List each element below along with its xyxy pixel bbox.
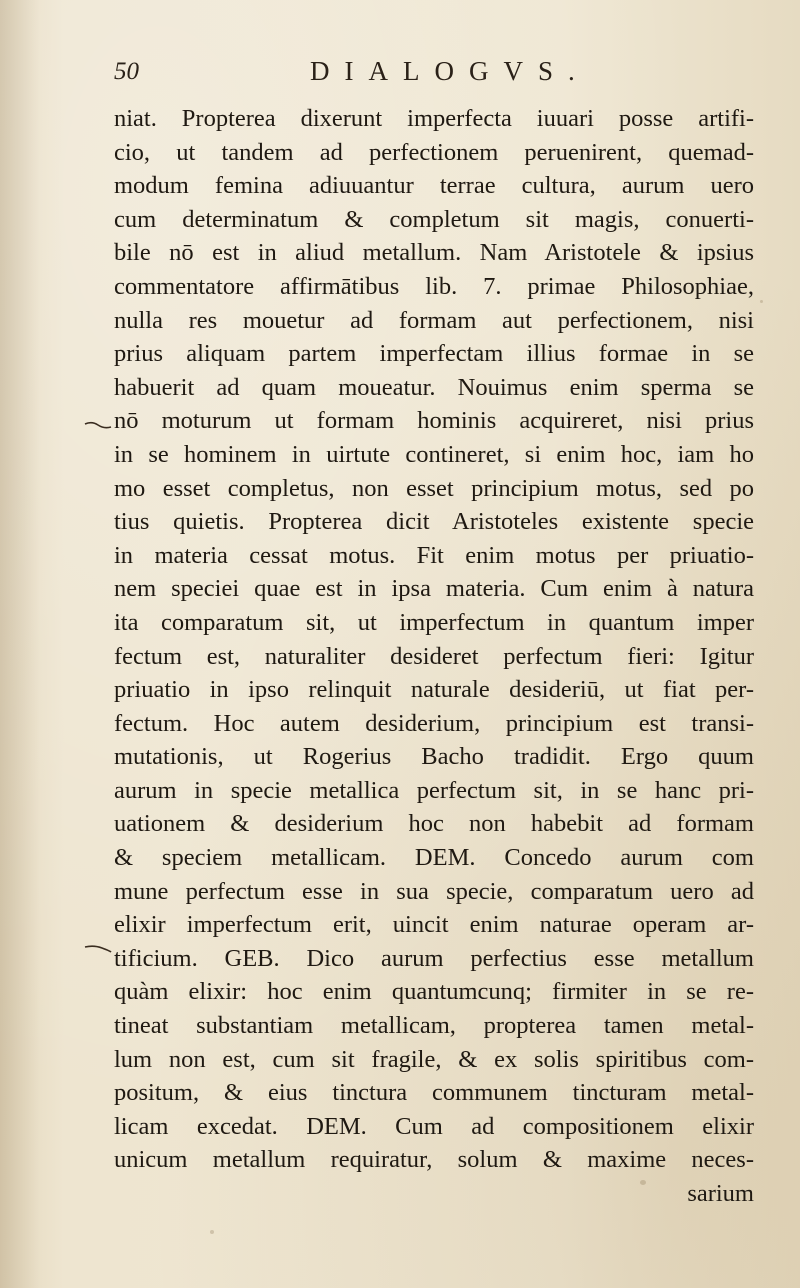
text-line: in se hominem in uirtute contineret, si enim hoc, iam ho xyxy=(114,440,754,468)
text-line: fectum. Hoc autem desiderium, principium est transi- xyxy=(114,709,754,737)
text-line: nulla res mouetur ad formam aut perfectionem, nisi xyxy=(114,306,754,334)
text-line: tificium. GEB. Dico aurum perfectius esse metallum xyxy=(114,944,754,972)
text-line: tius quietis. Propterea dicit Aristoteles existente specie xyxy=(114,508,754,536)
text-line: cio, ut tandem ad perfectionem peruenirent, quemad- xyxy=(114,138,754,166)
text-line: modum femina adiuuantur terrae cultura, aurum uero xyxy=(114,172,754,200)
paper-foxing xyxy=(640,1180,646,1185)
text-line: elixir imperfectum erit, uincit enim naturae operam ar- xyxy=(114,911,754,939)
text-line: tineat substantiam metallicam, propterea tamen metal- xyxy=(114,1012,754,1040)
text-line: positum, & eius tinctura communem tincturam metal- xyxy=(114,1079,754,1107)
running-head xyxy=(114,56,614,96)
ink-stroke-icon xyxy=(84,944,112,954)
body-text xyxy=(114,102,754,1211)
page-number: 50 xyxy=(114,58,139,85)
text-line: niat. Propterea dixerunt imperfecta iuuari posse artifi- xyxy=(114,105,754,132)
text-line: prius aliquam partem imperfectam illius formae in se xyxy=(114,340,754,368)
ink-stroke-icon xyxy=(84,420,112,430)
text-line: mutationis, ut Rogerius Bacho tradidit. Ergo quum xyxy=(114,743,754,771)
text-line: fectum est, naturaliter desideret perfectum fieri: Igitur xyxy=(114,642,754,670)
catchword: sarium xyxy=(687,1180,754,1207)
text-line: nō moturum ut formam hominis acquireret, nisi prius xyxy=(114,407,754,435)
paper-foxing xyxy=(210,1230,214,1234)
text-line: & speciem metallicam. DEM. Concedo aurum com xyxy=(114,844,754,872)
text-line: unicum metallum requiratur, solum & maxime neces- xyxy=(114,1146,754,1174)
text-line: commentatore affirmātibus lib. 7. primae Philosophiae, xyxy=(114,272,754,300)
text-line: mune perfectum esse in sua specie, comparatum uero ad xyxy=(114,877,754,905)
margin-ink-mark xyxy=(84,944,112,954)
page-gutter-shadow xyxy=(0,0,40,1288)
text-line: nem speciei quae est in ipsa materia. Cum enim à natura xyxy=(114,575,754,603)
paper-foxing xyxy=(760,300,763,303)
text-line: cum determinatum & completum sit magis, conuerti- xyxy=(114,205,754,233)
text-line: lum non est, cum sit fragile, & ex solis spiritibus com- xyxy=(114,1045,754,1073)
text-line: uationem & desiderium hoc non habebit ad formam xyxy=(114,810,754,838)
text-line: habuerit ad quam moueatur. Nouimus enim sperma se xyxy=(114,373,754,401)
text-line: licam excedat. DEM. Cum ad compositionem elixir xyxy=(114,1112,754,1140)
text-line: in materia cessat motus. Fit enim motus per priuatio- xyxy=(114,541,754,569)
margin-ink-mark xyxy=(84,420,112,430)
text-line: priuatio in ipso relinquit naturale desideriū, ut fiat per- xyxy=(114,676,754,704)
text-line: bile nō est in aliud metallum. Nam Aristotele & ipsius xyxy=(114,239,754,267)
text-line: ita comparatum sit, ut imperfectum in quantum imper xyxy=(114,608,754,636)
text-line: quàm elixir: hoc enim quantumcunq; firmiter in se re- xyxy=(114,978,754,1006)
text-line: aurum in specie metallica perfectum sit, in se hanc pri- xyxy=(114,776,754,804)
text-line: mo esset completus, non esset principium motus, sed po xyxy=(114,474,754,502)
running-title: DIALOGVS. xyxy=(310,56,590,86)
